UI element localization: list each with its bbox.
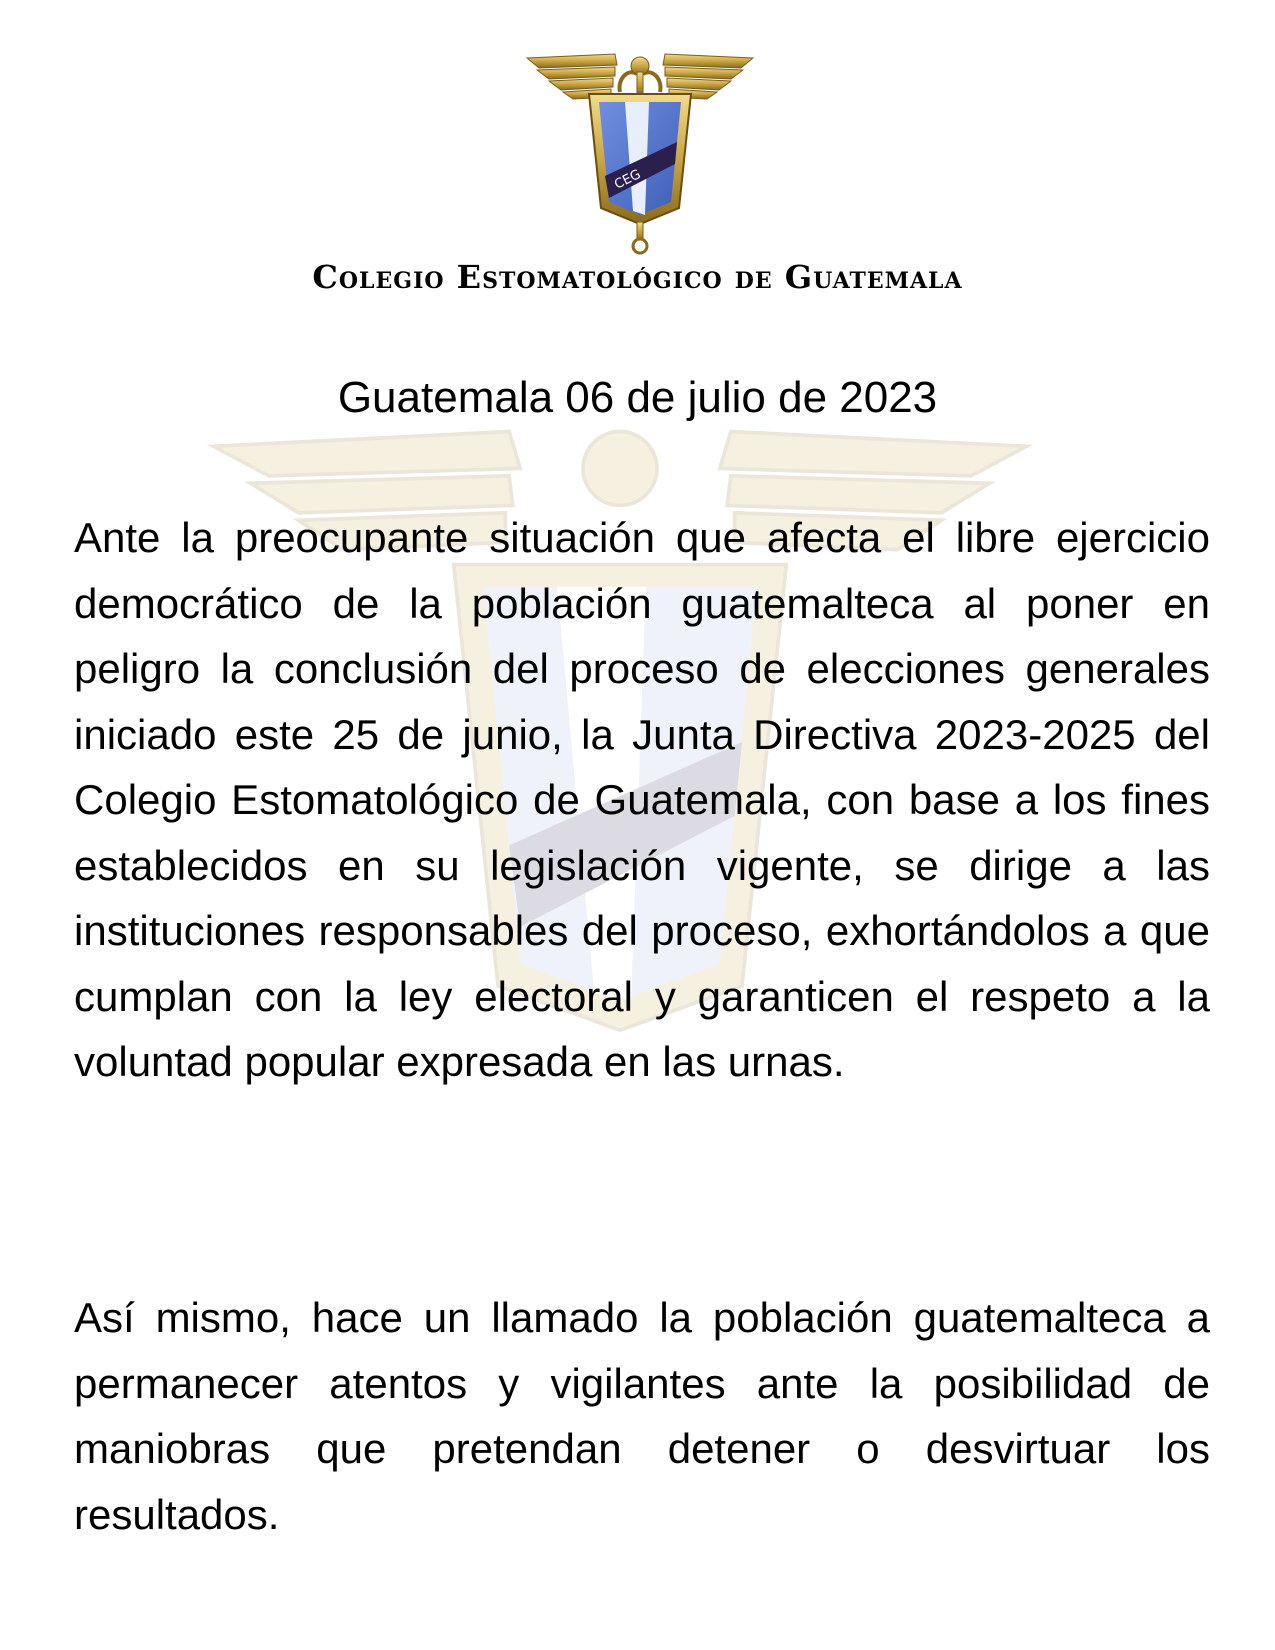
logo-ceg-text: CEG <box>612 167 644 193</box>
ceg-winged-shield-logo-icon <box>525 48 755 258</box>
letter-date: Guatemala 06 de julio de 2023 <box>337 373 938 422</box>
body-paragraph-1: Ante la preocupante situación que afecta el libre ejercicio democrático de la población guatemalteca al poner en peligro la conclusión del proceso de elecciones generales iniciado este 25 de junio, la Junta Directiva 2023-2025 del Colegio Estomatológico de Guatemala, con base a los fines establecidos en su legislación vigente, se dirige a las instituciones responsables del proceso, exhortándolos a que cumplan con la ley electoral y garanticen el respeto a la voluntad popular expresada en las urnas. <box>74 514 1210 1085</box>
organization-title: Colegio Estomatológico de Guatemala <box>312 258 963 296</box>
body-paragraph-2: Así mismo, hace un llamado la población guatemalteca a permanecer atentos y vigilantes ante la posibilidad de maniobras que pretendan detener o desvirtuar los resultados. <box>74 1294 1210 1538</box>
